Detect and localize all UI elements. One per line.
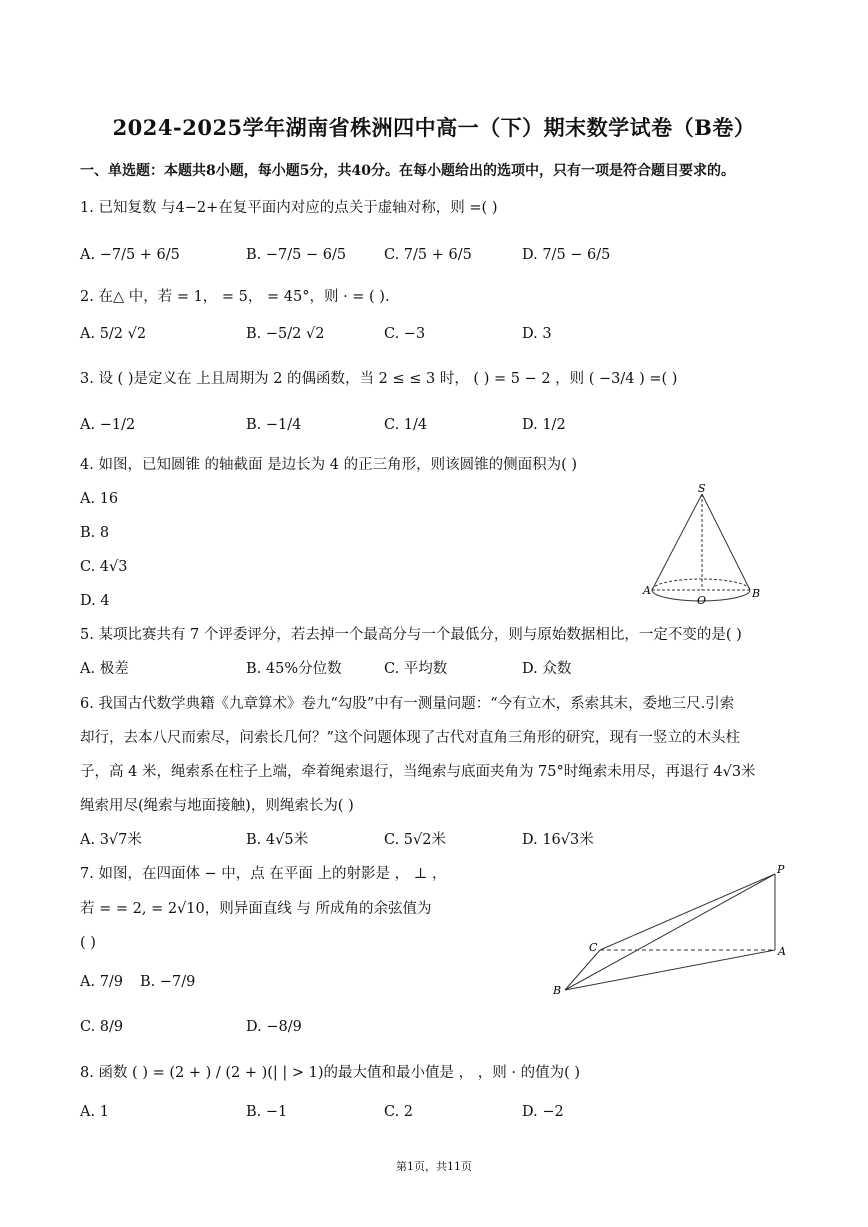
tetrahedron-figure (545, 860, 795, 1005)
question-6-option-a: A. 3√7米 (80, 832, 142, 848)
question-4-option-b: B. 8 (80, 525, 110, 541)
question-6-option-b: B. 4√5米 (246, 832, 309, 848)
page-title: 2024-2025学年湖南省株洲四中高一（下）期末数学试卷（B卷） (112, 115, 756, 140)
section-heading: 一、单选题：本题共8小题，每小题5分，共40分。在每小题给出的选项中，只有一项是符合题目要求的。 (80, 163, 735, 179)
question-8-option-d: D. −2 (522, 1104, 564, 1120)
question-7-line-3: ( ) (80, 935, 96, 951)
question-6-line-1: 6. 我国古代数学典籍《九章算术》卷九“勾股”中有一测量问题：“今有立木，系索其末，委地三尺.引索 (80, 696, 735, 712)
cone-label-o: O (697, 594, 707, 607)
question-7-option-a: A. 7/9 (80, 974, 124, 990)
question-6-line-4: 绳索用尽(绳索与地面接触)，则绳索长为( ) (80, 798, 354, 814)
cone-edge-left (652, 494, 702, 590)
question-4-option-c: C. 4√3 (80, 559, 128, 575)
question-1-option-b: B. −7/5 − 6/5 (246, 247, 347, 263)
question-2-option-b: B. −5/2 √2 (246, 326, 325, 342)
question-7-option-d: D. −8/9 (246, 1019, 302, 1035)
question-5-option-d: D. 众数 (522, 661, 572, 677)
question-1-option-d: D. 7/5 − 6/5 (522, 247, 611, 263)
question-6-line-3: 子，高 4 米，绳索系在柱子上端，牵着绳索退行，当绳索与底面夹角为 75°时绳索未用尽，再退行 4√3米 (80, 764, 756, 780)
question-5-stem: 5. 某项比赛共有 7 个评委评分，若去掉一个最高分与一个最低分，则与原始数据相比，一定不变的是( ) (80, 627, 742, 643)
question-4-option-d: D. 4 (80, 593, 110, 609)
question-6-option-d: D. 16√3米 (522, 832, 594, 848)
question-8-stem: 8. 函数 ( ) = (2 + ) / (2 + )(| | > 1)的最大值和最小值是 ， ，则 · 的值为( ) (80, 1065, 581, 1081)
question-3-option-d: D. 1/2 (522, 417, 566, 433)
question-3-option-b: B. −1/4 (246, 417, 302, 433)
question-8-option-a: A. 1 (80, 1104, 109, 1120)
edge-ba (565, 950, 775, 990)
edge-pc (600, 874, 775, 950)
cone-label-a: A (643, 584, 651, 597)
question-1-option-a: A. −7/5 + 6/5 (80, 247, 180, 263)
question-2-option-c: C. −3 (384, 326, 426, 342)
question-2-stem: 2. 在△ 中，若 = 1， = 5， = 45°，则 · = ( ). (80, 289, 390, 305)
cone-label-b: B (752, 587, 761, 600)
question-8-option-c: C. 2 (384, 1104, 414, 1120)
label-p: P (777, 863, 785, 876)
question-5-option-b: B. 45%分位数 (246, 661, 342, 677)
edge-pb (565, 874, 775, 990)
question-5-option-a: A. 极差 (80, 661, 129, 677)
question-4-option-a: A. 16 (80, 491, 119, 507)
question-2-option-a: A. 5/2 √2 (80, 326, 147, 342)
question-2-option-d: D. 3 (522, 326, 552, 342)
question-3-stem: 3. 设 ( )是定义在 上且周期为 2 的偶函数，当 2 ≤ ≤ 3 时， ( ) = 5 − 2 ，则 ( −3/4 ) =( ) (80, 371, 678, 387)
cone-figure (640, 480, 770, 610)
label-a: A (778, 945, 786, 958)
question-6-option-c: C. 5√2米 (384, 832, 446, 848)
cone-edge-right (702, 494, 750, 590)
question-3-option-a: A. −1/2 (80, 417, 136, 433)
cone-label-s: S (698, 482, 706, 495)
question-4-stem: 4. 如图，已知圆锥 的轴截面 是边长为 4 的正三角形，则该圆锥的侧面积为( ) (80, 457, 578, 473)
question-8-option-b: B. −1 (246, 1104, 288, 1120)
question-3-option-c: C. 1/4 (384, 417, 428, 433)
label-b: B (553, 984, 562, 997)
page-footer: 第1页，共11页 (396, 1160, 472, 1173)
label-c: C (589, 941, 598, 954)
question-5-option-c: C. 平均数 (384, 661, 448, 677)
cone-base-back (652, 579, 750, 590)
question-7-line-2: 若 = = 2, = 2√10，则异面直线 与 所成角的余弦值为 (80, 901, 432, 917)
question-6-line-2: 却行，去本八尺而索尽，问索长几何？”这个问题体现了古代对直角三角形的研究，现有一竖立的木头柱 (80, 730, 740, 746)
question-1-stem: 1. 已知复数 与4−2+在复平面内对应的点关于虚轴对称，则 =( ) (80, 200, 498, 216)
question-7-option-c: C. 8/9 (80, 1019, 124, 1035)
question-1-option-c: C. 7/5 + 6/5 (384, 247, 472, 263)
question-7-line-1: 7. 如图，在四面体 − 中，点 在平面 上的射影是 ， ⊥ ， (80, 866, 447, 882)
question-7-option-b: B. −7/9 (140, 974, 196, 990)
